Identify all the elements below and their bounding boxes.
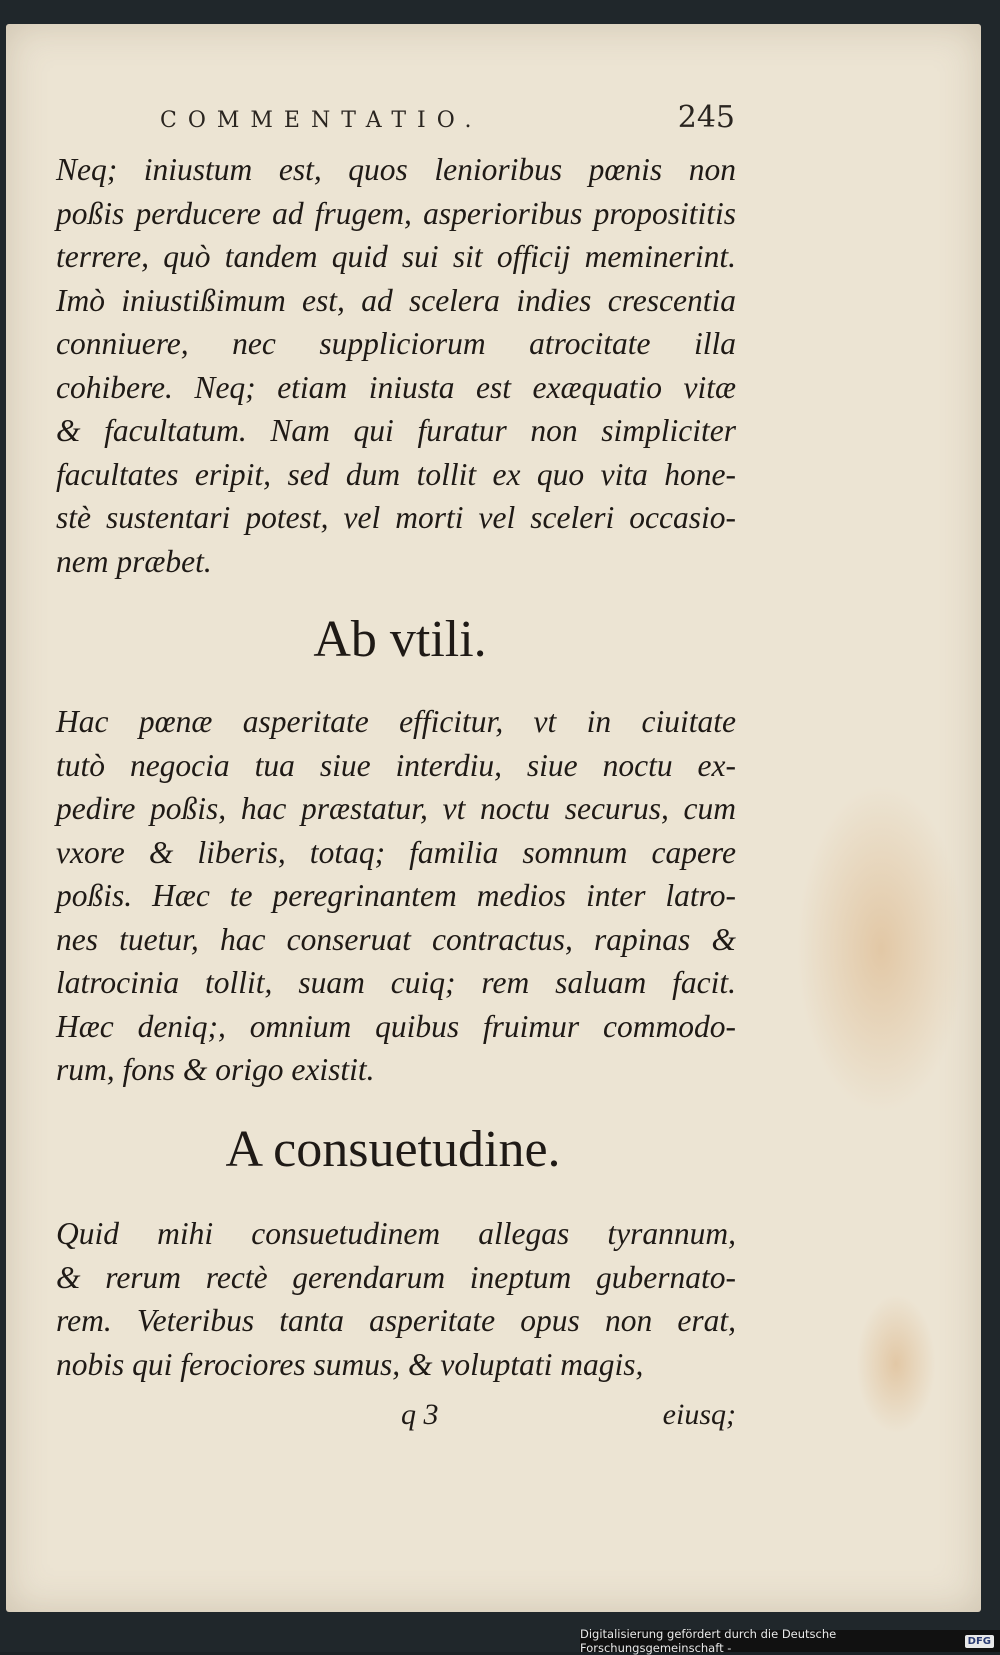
credit-text: Digitalisierung gefördert durch die Deutsche Forschungsgemeinschaft - [580,1627,837,1655]
catchword: eiusq; [662,1398,736,1431]
text-line: vxore & liberis, totaq; familia somnum capere [56,834,736,870]
text-line: poßis. Hæc te peregrinantem medios inter latro- [56,878,736,913]
text-line: & rerum rectè gerendarum ineptum gubernato- [56,1259,736,1295]
text-line: Quid mihi consuetudinem allegas tyrannum, [56,1216,736,1251]
text-line: latrocinia tollit, suam cuiq; rem saluam facit. [56,965,736,1000]
paragraph-1 [56,148,736,583]
text-line: rum, fons & origo existit. [56,1052,375,1087]
paragraph-3 [56,1212,736,1386]
text-line: terrere, quò tandem quid sui sit officij meminerint. [56,239,736,274]
text-line: Imò iniustißimum est, ad scelera indies crescentia [56,282,736,318]
section-heading-a-consuetudine: A consuetudine. [225,1121,561,1178]
text-line: Hac pœnæ asperitate efficitur, vt in ciuitate [56,704,736,739]
text-line: nes tuetur, hac conseruat contractus, rapinas & [56,921,736,957]
signature-mark: q 3 [401,1398,439,1431]
text-line: rem. Veteribus tanta asperitate opus non erat, [56,1303,736,1338]
text-line: & facultatum. Nam qui furatur non simpliciter [56,413,736,448]
text-line: pedire poßis, hac præstatur, vt noctu securus, cum [56,791,736,826]
paper-stain [856,1294,936,1434]
text-line: conniuere, nec suppliciorum atrocitate illa [56,326,736,361]
text-line: nem præbet. [56,543,212,579]
text-line: stè sustentari potest, vel morti vel sceleri occasio- [56,500,736,535]
text-line: Hæc deniq;, omnium quibus fruimur commodo- [56,1008,736,1044]
section-heading-ab-vtili: Ab vtili. [313,611,487,668]
dfg-logo: DFG [965,1635,994,1648]
text-line: Neq; iniustum est, quos lenioribus pœnis non [56,152,736,187]
running-head [160,100,735,140]
running-head-title: COMMENTATIO. [160,108,483,133]
text-line: tutò negocia tua siue interdiu, siue noctu ex- [56,747,736,783]
page-number: 245 [677,100,735,135]
text-line: cohibere. Neq; etiam iniusta est exæquatio vitæ [56,369,736,405]
text-line: facultates eripit, sed dum tollit ex quo vita hone- [56,456,736,492]
paper-stain [796,784,966,1114]
paragraph-2 [56,700,736,1092]
text-line: nobis qui ferociores sumus, & voluptati magis, [56,1346,644,1382]
text-line: poßis perducere ad frugem, asperioribus proposititis [56,195,736,231]
digitization-credit [580,1627,1000,1655]
